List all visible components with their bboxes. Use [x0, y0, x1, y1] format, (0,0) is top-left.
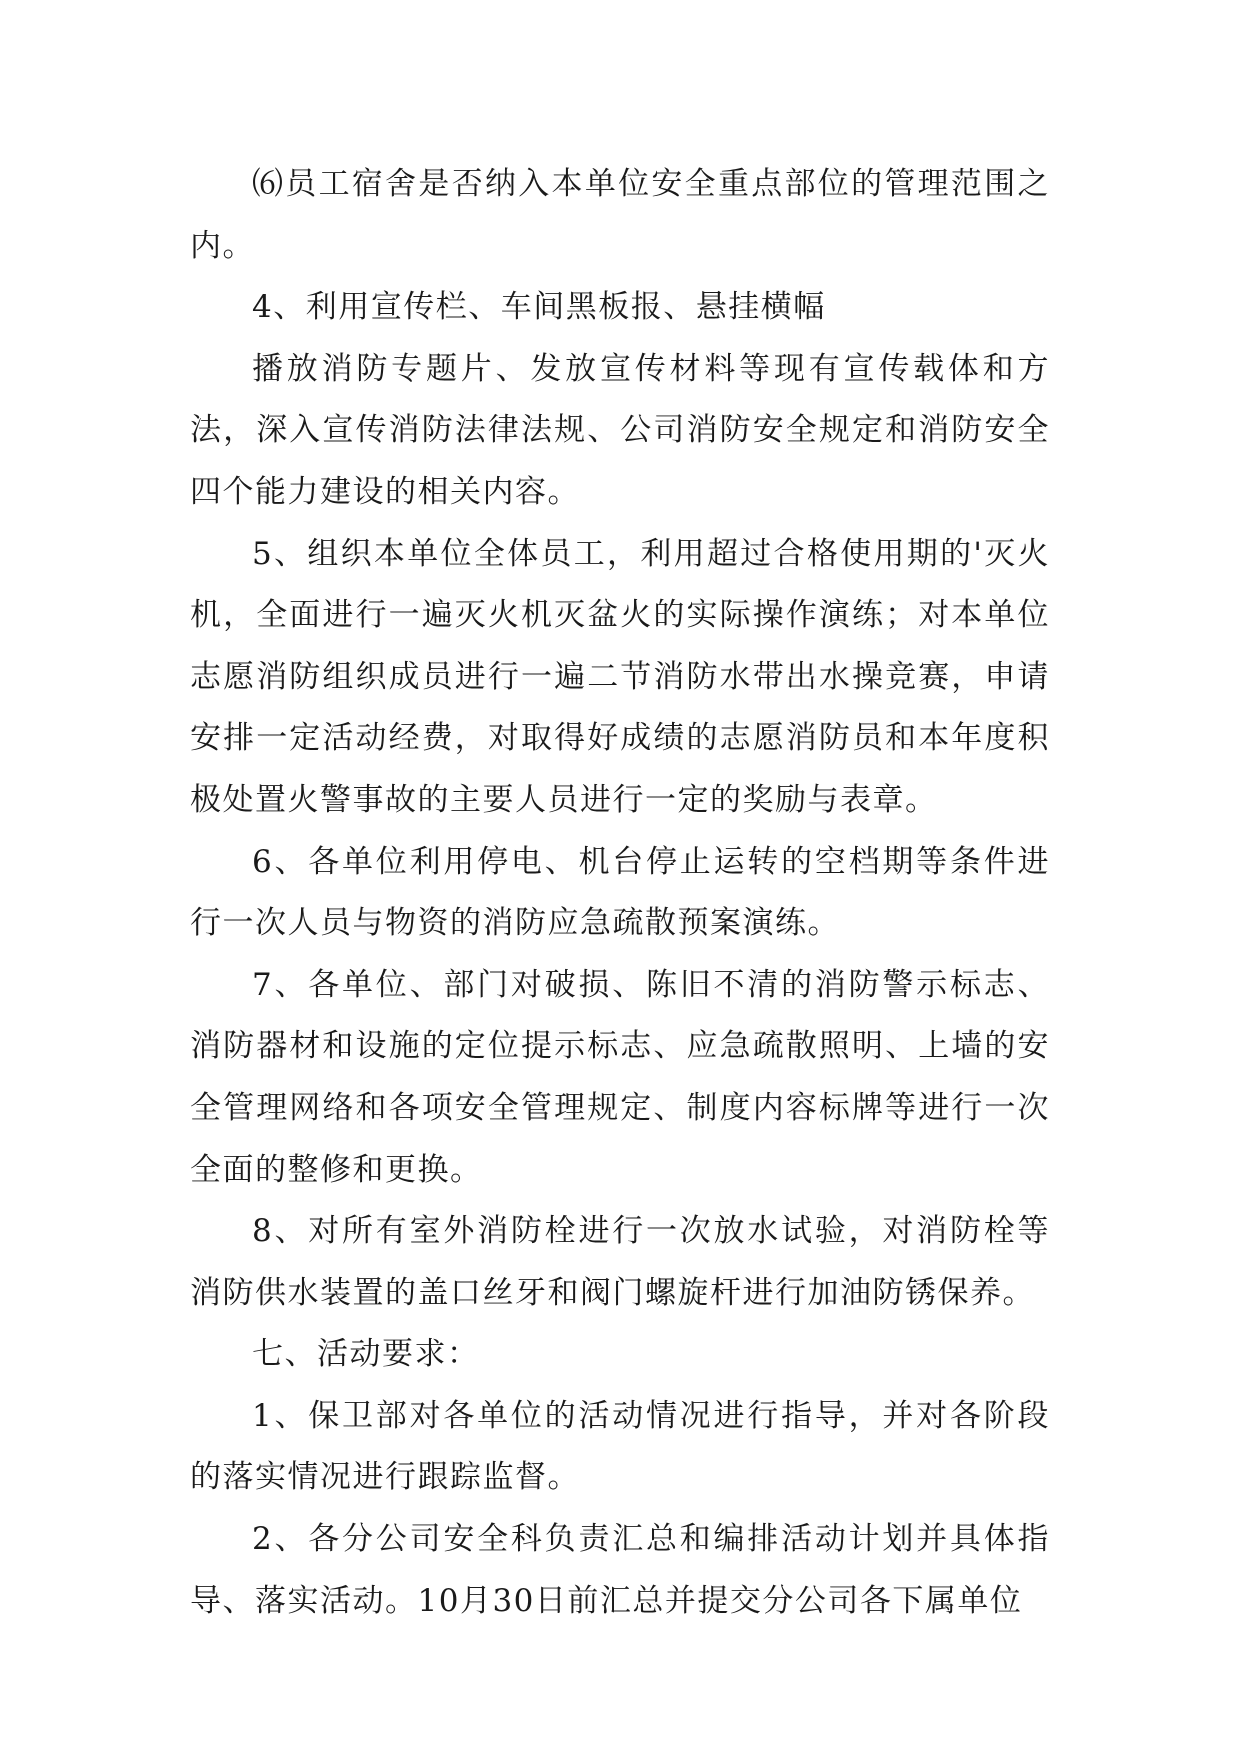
paragraph-publicity: 播放消防专题片、发放宣传材料等现有宣传载体和方法，深入宣传消防法律法规、公司消防安全规定和消防安全四个能力建设的相关内容。: [190, 350, 1050, 510]
paragraph-item-8: 8、对所有室外消防栓进行一次放水试验，对消防栓等消防供水装置的盖口丝牙和阀门螺旋杆进行加油防锈保养。: [190, 1213, 1050, 1311]
paragraph-dormitory-scope: ⑹员工宿舍是否纳入本单位安全重点部位的管理范围之内。: [190, 166, 1050, 264]
section-heading-requirements: 七、活动要求：: [252, 1336, 480, 1373]
paragraph-requirement-1: 1、保卫部对各单位的活动情况进行指导，并对各阶段的落实情况进行跟踪监督。: [190, 1397, 1050, 1496]
paragraph-item-5: 5、组织本单位全体员工，利用超过合格使用期的'灭火机，全面进行一遍灭火机灭盆火的实际操作演练；对本单位志愿消防组织成员进行一遍二节消防水带出水操竞赛，申请安排一定活动经费，对取得好成绩的志愿消防员和本年度积极处置火警事故的主要人员进行一定的奖励与表章。: [190, 535, 1050, 818]
paragraph-item-4: 4、利用宣传栏、车间黑板报、悬挂横幅: [252, 289, 826, 326]
document-body: [190, 154, 1050, 1632]
paragraph-item-7: 7、各单位、部门对破损、陈旧不清的消防警示标志、消防器材和设施的定位提示标志、应急疏散照明、上墙的安全管理网络和各项安全管理规定、制度内容标牌等进行一次全面的整修和更换。: [190, 966, 1050, 1188]
paragraph-requirement-2: 2、各分公司安全科负责汇总和编排活动计划并具体指导、落实活动。10月30日前汇总并提交分公司各下属单位: [190, 1521, 1050, 1619]
paragraph-item-6: 6、各单位利用停电、机台停止运转的空档期等条件进行一次人员与物资的消防应急疏散预案演练。: [190, 843, 1050, 942]
